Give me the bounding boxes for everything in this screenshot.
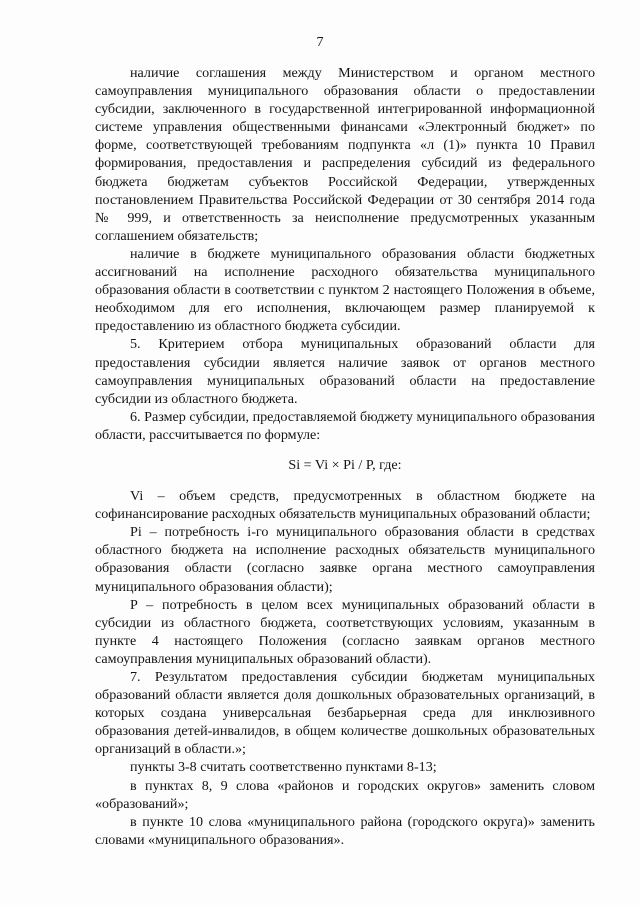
- paragraph-agreement-condition: наличие соглашения между Министерством и органом местного самоуправления муниципального образования области о предоставлении субсидии, заключенного в государственной интегрированной информационной системе управления общественными финансами «Электронный бюджет» по форме, соответствующей требованиям подпункта «л (1)» пункта 10 Правил формирования, предоставления и распределения субсидий из федерального бюджета бюджетам субъектов Российской Федерации, утвержденных постановлением Правительства Российской Федерации от 30 сентября 2014 года № 999, и ответственность за неисполнение предусмотренных указанным соглашением обязательств;: [95, 65, 595, 244]
- paragraph-result: 7. Результатом предоставления субсидии бюджетам муниципальных образований области является доля дошкольных образовательных организаций, в которых создана универсальная безбарьерная среда для инклюзивного образования детей-инвалидов, в общем количестве дошкольных образовательных организаций в области.»;: [95, 669, 595, 758]
- paragraph-definition-pi: Pi – потребность i-го муниципального образования области в средствах областного бюджета на исполнение расходных обязательств муниципального образования области (согласно заявке органа местного самоуправления муниципального образования области);: [95, 524, 595, 595]
- paragraph-budget-condition: наличие в бюджете муниципального образования области бюджетных ассигнований на исполнение расходного обязательства муниципального образования области в соответствии с пунктом 2 настоящего Положения в объеме, необходимом для его исполнения, включающем размер планируемой к предоставлению из областного бюджета субсидии.: [95, 245, 595, 335]
- paragraph-definition-vi: Vi – объем средств, предусмотренных в областном бюджете на софинансирование расходных обязательств муниципальных образований области;: [95, 488, 595, 523]
- subsidy-formula: Si = Vi × Pi / P, где:: [288, 456, 402, 473]
- paragraph-definition-p: P – потребность в целом всех муниципальных образований области в субсидии из областного бюджета, соответствующих условиям, указанным в пункте 4 настоящего Положения (согласно заявкам органов местного самоуправления муниципальных образований области).: [95, 596, 595, 667]
- page-number: 7: [316, 35, 324, 50]
- paragraph-renumbering: пункты 3-8 считать соответственно пунктами 8-13;: [130, 759, 437, 776]
- paragraph-amendment-8-9: в пунктах 8, 9 слова «районов и городских округов» заменить словом «образований»;: [95, 777, 595, 812]
- paragraph-amendment-10: в пункте 10 слова «муниципального района (городского округа)» заменить словами «муниципального образования».: [95, 813, 595, 848]
- paragraph-subsidy-size: 6. Размер субсидии, предоставляемой бюджету муниципального образования области, рассчитывается по формуле:: [95, 408, 595, 443]
- paragraph-selection-criterion: 5. Критерием отбора муниципальных образований области для предоставления субсидии является наличие заявок от органов местного самоуправления муниципальных образований области на предоставление субсидии из областного бюджета.: [95, 336, 595, 407]
- document-body: [95, 64, 595, 849]
